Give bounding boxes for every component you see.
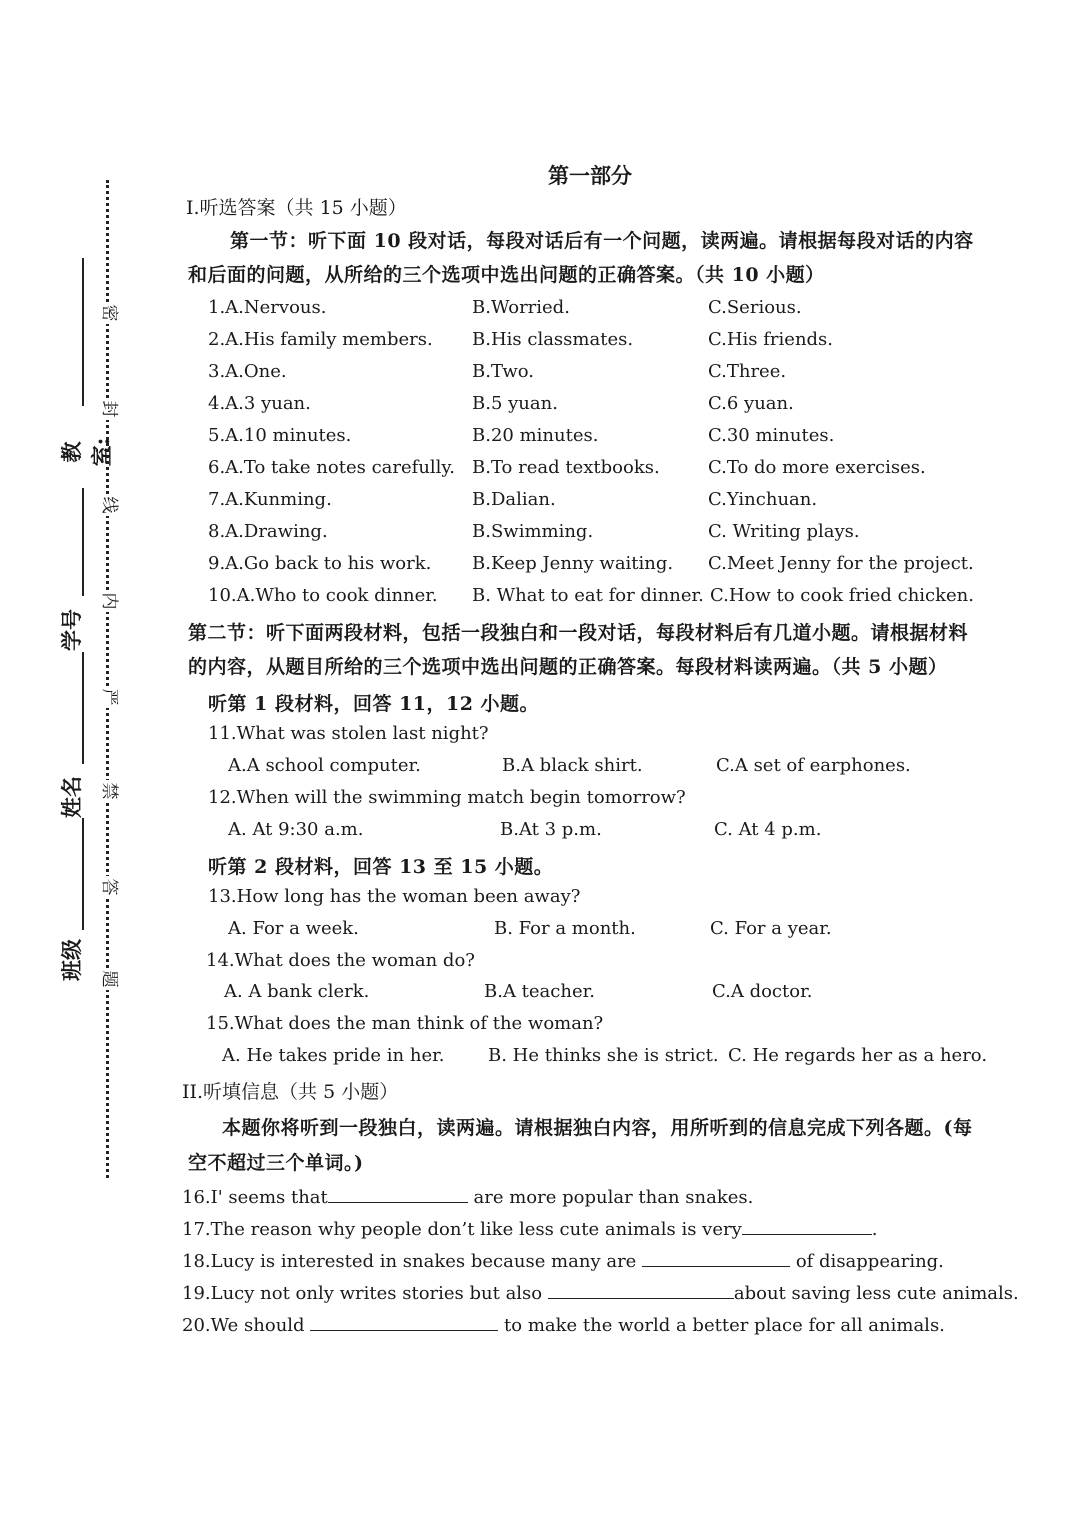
seal-char: 封	[98, 398, 120, 420]
option-c: C.How to cook fried chicken.	[710, 585, 974, 606]
page-title: 第一部分	[548, 163, 632, 188]
option-c: C.To do more exercises.	[708, 457, 926, 478]
seal-char: 内	[98, 590, 120, 612]
option-b: B.His classmates.	[472, 329, 634, 350]
option-c: C.Yinchuan.	[708, 489, 818, 510]
name-label: 姓名	[59, 776, 84, 818]
option-b: B.Worried.	[472, 297, 570, 318]
option-b: B.Two.	[472, 361, 534, 382]
section-heading: I.听选答案（共 15 小题）	[186, 197, 407, 219]
question: 11.What was stolen last night?	[208, 723, 489, 744]
question: 13.How long has the woman been away?	[208, 886, 581, 907]
answer-blank[interactable]	[548, 1280, 734, 1299]
fill-question: 16.I' seems that are more popular than snakes.	[182, 1184, 753, 1208]
option-a: A.A school computer.	[228, 755, 421, 776]
option-c: C.A set of earphones.	[716, 755, 911, 776]
option-c: C. For a year.	[710, 918, 832, 939]
classroom-label: 教室:	[59, 437, 114, 467]
option-a: 3.A.One.	[208, 361, 287, 382]
option-a: 8.A.Drawing.	[208, 521, 328, 542]
option-b: B.Keep Jenny waiting.	[472, 553, 674, 574]
option-b: B.At 3 p.m.	[500, 819, 602, 840]
option-b: B.Dalian.	[472, 489, 556, 510]
option-a: 9.A.Go back to his work.	[208, 553, 432, 574]
seal-char: 线	[98, 494, 120, 516]
material-note: 听第 1 段材料，回答 11，12 小题。	[208, 693, 540, 715]
option-b: B. What to eat for dinner.	[472, 585, 704, 606]
option-a: 7.A.Kunming.	[208, 489, 332, 510]
answer-blank[interactable]	[328, 1184, 468, 1203]
instruction-line: 空不超过三个单词。)	[188, 1152, 364, 1174]
fill-question: 19.Lucy not only writes stories but also about saving less cute animals.	[182, 1280, 1019, 1304]
answer-blank[interactable]	[310, 1312, 498, 1331]
option-b: B.A black shirt.	[502, 755, 643, 776]
option-a: A. For a week.	[228, 918, 359, 939]
instruction-line: 第二节：听下面两段材料，包括一段独白和一段对话，每段材料后有几道小题。请根据材料	[188, 622, 969, 644]
instruction-line: 本题你将听到一段独白，读两遍。请根据独白内容，用所听到的信息完成下列各题。(每	[222, 1117, 973, 1139]
option-c: C.His friends.	[708, 329, 834, 350]
material-note: 听第 2 段材料，回答 13 至 15 小题。	[208, 856, 554, 878]
option-a: 5.A.10 minutes.	[208, 425, 352, 446]
instruction-line: 的内容，从题目所给的三个选项中选出问题的正确答案。每段材料读两遍。（共 5 小题）	[188, 656, 948, 678]
answer-blank[interactable]	[742, 1216, 872, 1235]
option-a: 6.A.To take notes carefully.	[208, 457, 455, 478]
option-c: C.Three.	[708, 361, 787, 382]
option-a: A. At 9:30 a.m.	[228, 819, 364, 840]
option-b: B.5 yuan.	[472, 393, 558, 414]
question: 15.What does the man think of the woman?	[206, 1013, 604, 1034]
option-a: 2.A.His family members.	[208, 329, 433, 350]
fill-question: 20.We should to make the world a better place for all animals.	[182, 1312, 945, 1336]
option-b: B.Swimming.	[472, 521, 594, 542]
option-b: B. He thinks she is strict.	[488, 1045, 719, 1066]
question: 12.When will the swimming match begin tomorrow?	[208, 787, 686, 808]
instruction-line: 和后面的问题，从所给的三个选项中选出问题的正确答案。（共 10 小题）	[188, 264, 825, 286]
option-a: A. He takes pride in her.	[222, 1045, 445, 1066]
option-a: 10.A.Who to cook dinner.	[208, 585, 438, 606]
seal-char: 题	[98, 968, 120, 990]
answer-blank[interactable]	[642, 1248, 790, 1267]
option-a: 1.A.Nervous.	[208, 297, 327, 318]
seal-char: 密	[98, 302, 120, 324]
option-b: B.To read textbooks.	[472, 457, 660, 478]
option-a: A. A bank clerk.	[224, 981, 370, 1002]
option-c: C. Writing plays.	[708, 521, 860, 542]
option-a: 4.A.3 yuan.	[208, 393, 311, 414]
option-c: C.Serious.	[708, 297, 802, 318]
seal-char: 答	[98, 876, 120, 898]
option-b: B.A teacher.	[484, 981, 595, 1002]
student-id-label: 学号	[59, 609, 84, 651]
option-c: C.A doctor.	[712, 981, 813, 1002]
option-b: B. For a month.	[494, 918, 636, 939]
option-c: C. At 4 p.m.	[714, 819, 822, 840]
option-c: C.Meet Jenny for the project.	[708, 553, 974, 574]
option-c: C. He regards her as a hero.	[728, 1045, 988, 1066]
instruction-line: 第一节：听下面 10 段对话，每段对话后有一个问题，读两遍。请根据每段对话的内容	[230, 230, 974, 252]
question: 14.What does the woman do?	[206, 950, 475, 971]
option-b: B.20 minutes.	[472, 425, 599, 446]
section-heading: II.听填信息（共 5 小题）	[182, 1081, 399, 1103]
option-c: C.6 yuan.	[708, 393, 794, 414]
fill-question: 18.Lucy is interested in snakes because many are of disappearing.	[182, 1248, 944, 1272]
class-label: 班级	[59, 939, 84, 981]
option-c: C.30 minutes.	[708, 425, 835, 446]
fill-question: 17.The reason why people don’t like less cute animals is very .	[182, 1216, 877, 1240]
seal-char: 禁	[98, 780, 120, 802]
seal-char: 严	[98, 686, 120, 708]
